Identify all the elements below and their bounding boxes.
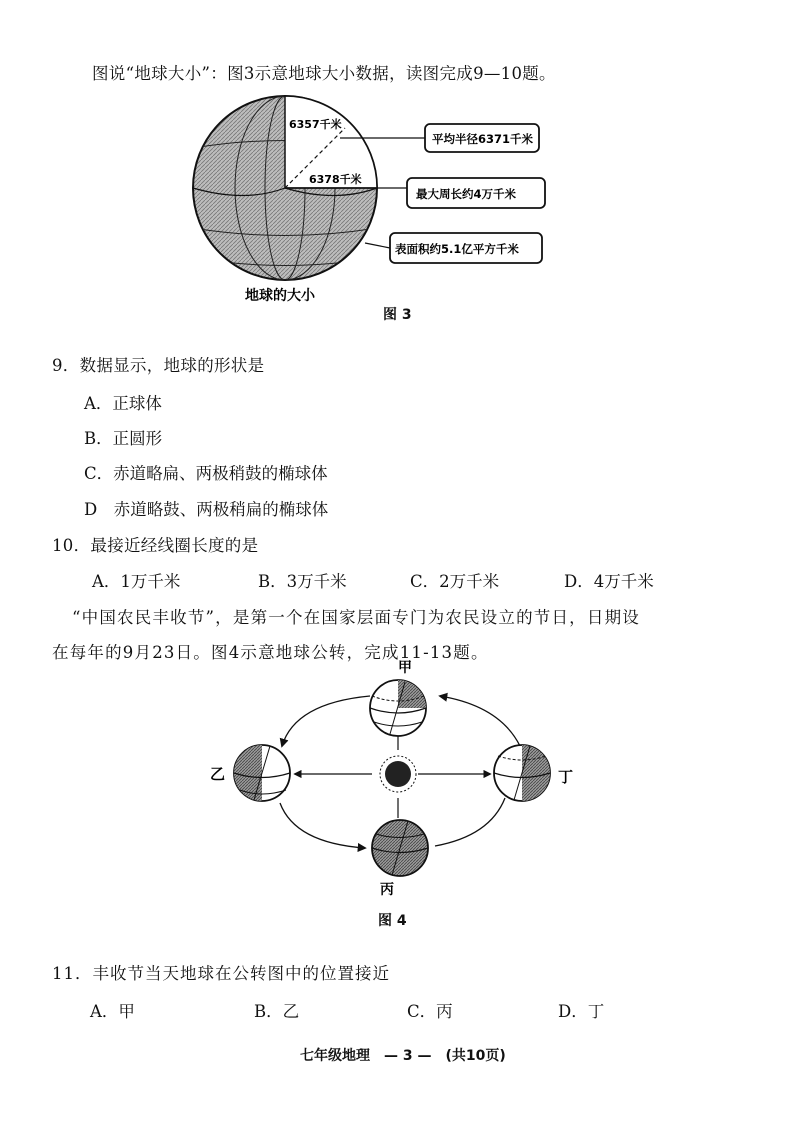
- figure-4-caption: 图 4: [378, 913, 407, 929]
- label-yi: 乙: [210, 765, 226, 783]
- q11-option-b[interactable]: B．乙: [254, 1002, 300, 1021]
- q11-option-c[interactable]: C．丙: [407, 1002, 453, 1021]
- label-bing: 丙: [380, 882, 394, 898]
- q11-stem: 11．丰收节当天地球在公转图中的位置接近: [52, 964, 390, 983]
- label-jia: 甲: [398, 660, 412, 676]
- q11-option-d[interactable]: D．丁: [558, 1002, 605, 1021]
- page-footer: 七年级地理 — 3 — (共10页): [300, 1048, 506, 1064]
- q10-option-c[interactable]: C．2万千米: [410, 572, 500, 591]
- figure-3-title: 地球的大小: [245, 288, 315, 304]
- intro-text-fig4-line2: 在每年的9月23日。图4示意地球公转，完成11-13题。: [52, 643, 489, 662]
- q9-stem: 9．数据显示，地球的形状是: [52, 356, 265, 375]
- figure-3-caption: 图 3: [383, 307, 412, 323]
- q10-option-d[interactable]: D．4万千米: [564, 572, 654, 591]
- mean-radius-text: 平均半径6371千米: [432, 132, 534, 146]
- earth-position-jia: [370, 680, 426, 736]
- earth-position-yi: [234, 745, 290, 801]
- label-ding: 丁: [558, 768, 574, 786]
- globe-shape: [193, 96, 377, 280]
- q10-option-b[interactable]: B．3万千米: [258, 572, 347, 591]
- sun-icon: [380, 756, 416, 792]
- q9-option-c[interactable]: C．赤道略扁、两极稍鼓的椭球体: [84, 464, 328, 483]
- max-circumference-text: 最大周长约4万千米: [416, 187, 517, 201]
- equator-radius-label: 6378千米: [309, 173, 362, 186]
- q10-stem: 10．最接近经线圈长度的是: [52, 536, 259, 555]
- figure-4-earth-revolution: [200, 658, 580, 898]
- polar-radius-label: 6357千米: [289, 118, 342, 131]
- q9-option-d[interactable]: D 赤道略鼓、两极稍扁的椭球体: [84, 500, 329, 519]
- figure-3-earth-size: [185, 88, 555, 318]
- q11-option-a[interactable]: A．甲: [90, 1002, 135, 1021]
- earth-position-ding: [494, 745, 550, 801]
- q9-option-b[interactable]: B．正圆形: [84, 429, 163, 448]
- q10-option-a[interactable]: A．1万千米: [92, 572, 181, 591]
- intro-text-fig4-line1: “中国农民丰收节”，是第一个在国家层面专门为农民设立的节日，日期设: [72, 608, 640, 627]
- intro-text-fig3: 图说“地球大小”：图3示意地球大小数据，读图完成9—10题。: [92, 64, 556, 83]
- earth-position-bing: [372, 820, 428, 876]
- surface-area-text: 表面积约5.1亿平方千米: [395, 242, 519, 256]
- q9-option-a[interactable]: A．正球体: [84, 394, 162, 413]
